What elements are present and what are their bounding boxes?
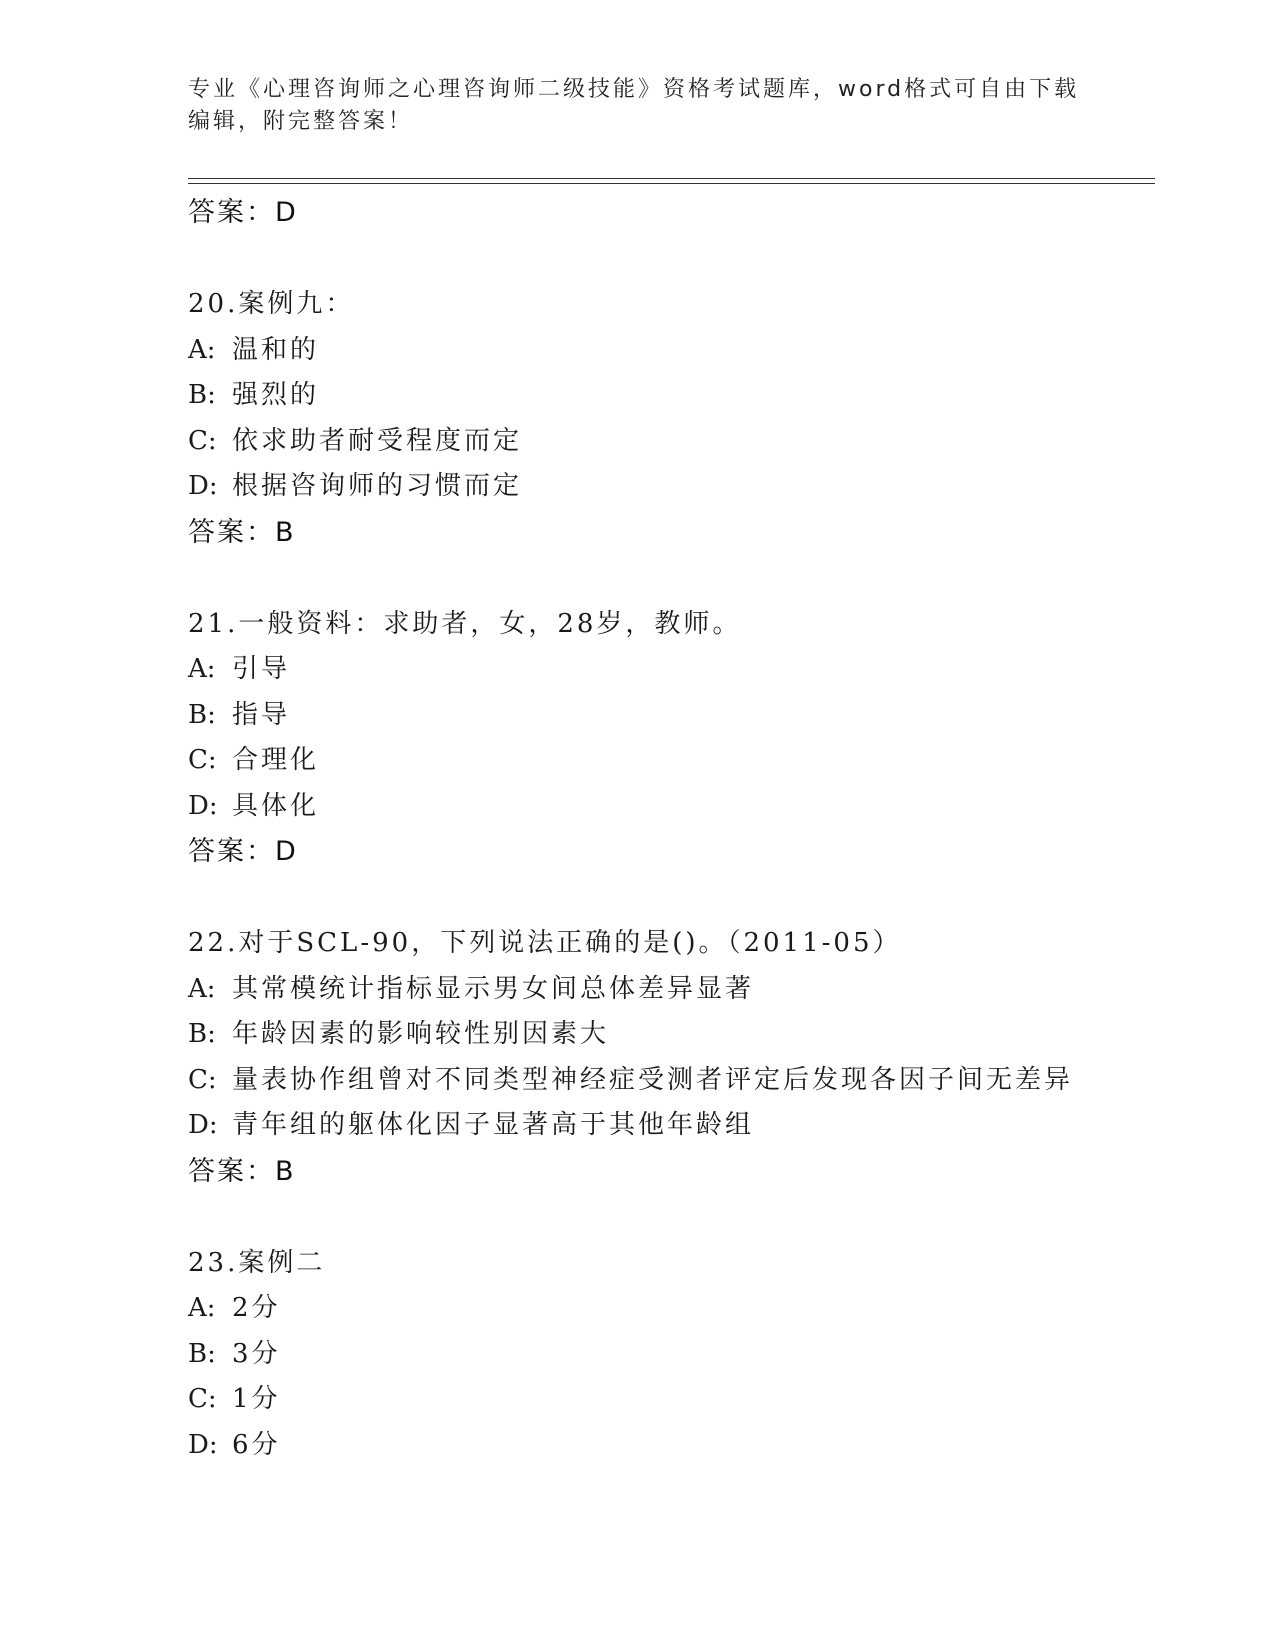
header-line-1: 专业《心理咨询师之心理咨询师二级技能》资格考试题库，word格式可自由下载	[188, 77, 1080, 102]
question-answer: 答案：B	[188, 516, 296, 548]
header-line-2: 编辑，附完整答案！	[188, 109, 414, 134]
option-text: 依求助者耐受程度而定	[232, 425, 523, 456]
option-b	[188, 1012, 1155, 1058]
option-text: 1分	[232, 1384, 281, 1414]
option-letter: B:	[188, 1019, 216, 1049]
option-text: 根据咨询师的习惯而定	[232, 471, 523, 501]
option-d	[188, 1103, 1155, 1149]
question-answer: 答案：B	[188, 1155, 296, 1187]
option-text: 3分	[232, 1338, 281, 1369]
option-letter: D:	[188, 1429, 218, 1460]
option-letter: D:	[188, 790, 218, 821]
option-letter: D:	[188, 1110, 218, 1140]
option-text: 引导	[232, 654, 291, 684]
option-text: 量表协作组曾对不同类型神经症受测者评定后发现各因子间无差异	[232, 1064, 1074, 1095]
header-rule-top	[188, 178, 1155, 179]
option-b	[188, 693, 1155, 739]
option-c	[188, 1058, 1155, 1104]
option-b	[188, 1332, 1155, 1378]
option-text: 合理化	[232, 745, 320, 775]
question-answer: 答案：D	[188, 836, 298, 867]
option-letter: C:	[188, 1064, 217, 1095]
option-a	[188, 967, 1155, 1013]
option-letter: A:	[188, 973, 216, 1004]
option-d	[188, 464, 1155, 510]
option-letter: C:	[188, 745, 217, 775]
previous-answer: 答案：D	[188, 197, 298, 228]
option-text: 年龄因素的影响较性别因素大	[232, 1019, 610, 1049]
option-text: 2分	[232, 1293, 281, 1323]
option-letter: A:	[188, 654, 216, 684]
option-a	[188, 328, 1155, 374]
option-a	[188, 1286, 1155, 1332]
question-title: 22.对于SCL-90，下列说法正确的是()。（2011-05）	[188, 928, 902, 958]
option-letter: B:	[188, 1338, 216, 1369]
option-d	[188, 1423, 1155, 1469]
question-title: 23.案例二	[188, 1247, 326, 1278]
document-header	[188, 74, 1088, 138]
question-20	[188, 282, 1155, 556]
option-text: 温和的	[232, 334, 320, 365]
question-21	[188, 602, 1155, 876]
option-c	[188, 1377, 1155, 1423]
option-letter: A:	[188, 1293, 216, 1323]
option-letter: A:	[188, 334, 216, 365]
option-text: 强烈的	[232, 380, 320, 410]
option-text: 其常模统计指标显示男女间总体差异显著	[232, 973, 755, 1004]
question-title: 21.一般资料：求助者，女，28岁，教师。	[188, 608, 742, 639]
option-letter: C:	[188, 425, 217, 456]
option-letter: B:	[188, 380, 216, 410]
option-b	[188, 373, 1155, 419]
question-23	[188, 1241, 1155, 1469]
option-c	[188, 738, 1155, 784]
option-text: 6分	[232, 1429, 281, 1460]
option-c	[188, 419, 1155, 465]
option-letter: C:	[188, 1384, 217, 1414]
header-rule-bottom	[188, 183, 1155, 184]
option-text: 具体化	[232, 790, 320, 821]
option-text: 青年组的躯体化因子显著高于其他年龄组	[232, 1110, 755, 1140]
option-a	[188, 647, 1155, 693]
option-d	[188, 784, 1155, 830]
question-title: 20.案例九：	[188, 289, 355, 319]
question-list	[188, 190, 1155, 1468]
option-letter: D:	[188, 471, 218, 501]
option-letter: B:	[188, 699, 216, 730]
option-text: 指导	[232, 699, 291, 730]
question-22	[188, 921, 1155, 1195]
